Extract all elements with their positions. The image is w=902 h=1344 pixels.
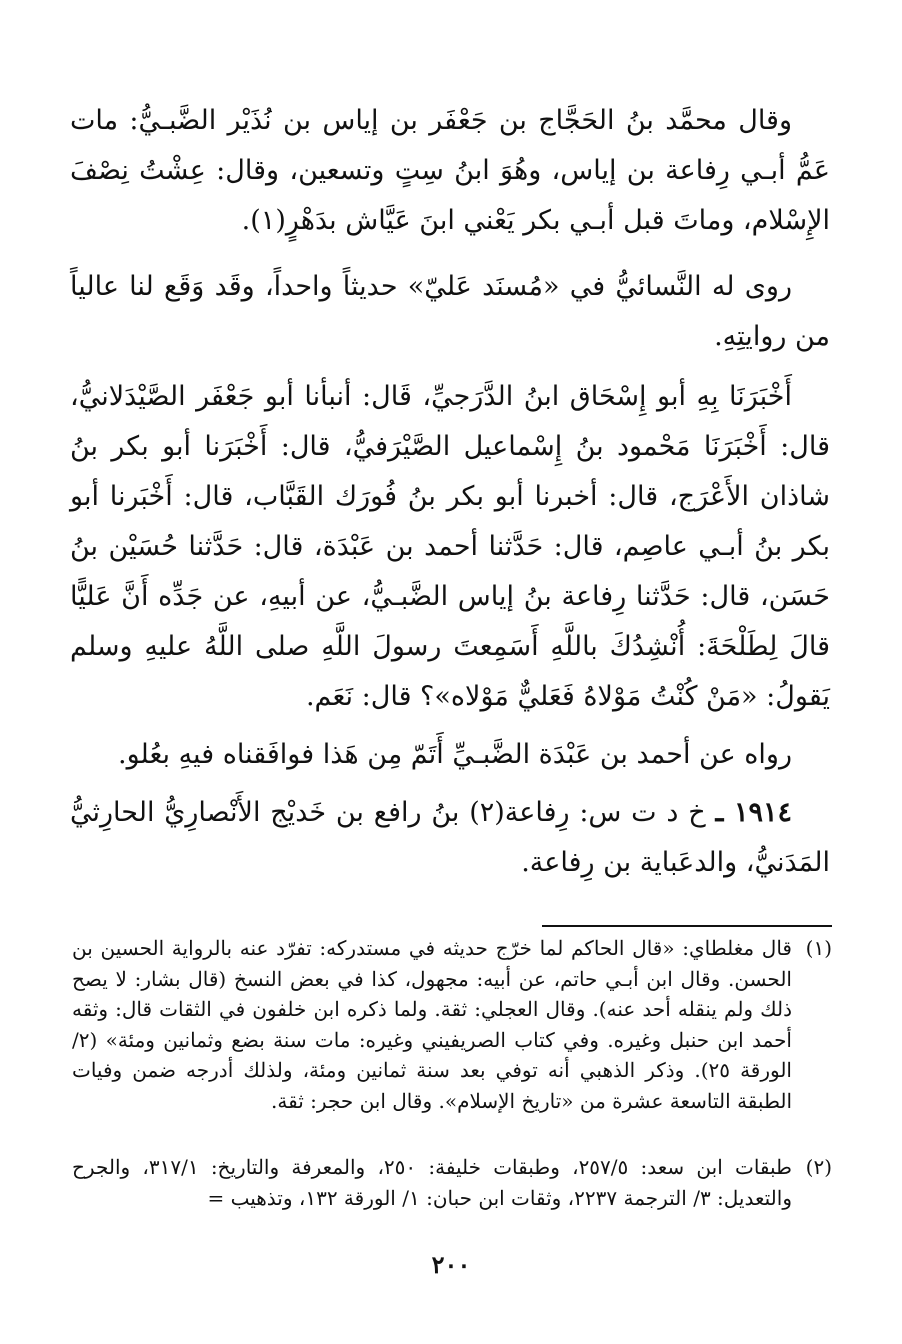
paragraph-1 [70, 96, 830, 246]
entry-number: ١٩١٤ ـ [715, 797, 792, 828]
entry-1914-body: خ د ت س: رِفاعة(٢) بنُ رافع بن خَديْج الأَنْصارِيُّ الحارِثيُّ المَدَنيُّ، والدعَباية بن رِفاعة. [70, 797, 830, 878]
entry-1914-text [70, 788, 830, 888]
paragraph-3-isnad [70, 372, 830, 722]
entry-1914 [70, 788, 830, 888]
paragraph-4-text: رواه عن أحمد بن عَبْدَة الضَّبـيِّ أَتَمّ مِن هَذا فوافَقناه فيهِ بعُلو. [117, 739, 792, 770]
paragraph-3-text: أَخْبَرَنَا بِهِ أبو إِسْحَاق ابنُ الدَّرَجيِّ، قَال: أنبأنا أبو جَعْفَر الصَّيْدَلانيُّ، قال: أَخْبَرَنَا مَحْمود بنُ إِسْماعيل الصَّيْرَفيُّ، قال: أَخْبَرَنا أبو بكر بنُ شاذان الأَعْرَج، قال: أخبرنا أبو بكر بنُ فُورَك القَبَّاب، قال: أَخْبَرنا أبو بكر بنُ أبـي عاصِم، قال: حَدَّثنا أحمد بن عَبْدَة، قال: حَدَّثنا حُسَيْن بنُ حَسَن، قال: حَدَّثنا رِفاعة بنُ إياس الضَّبـيُّ، عن أبيهِ، عن جَدِّه أَنَّ عَليًّا قالَ لِطَلْحَةَ: أُنْشِدُكَ باللَّهِ أَسَمِعتَ رسولَ اللَّهِ صلى اللَّهُ عليهِ وسلم يَقولُ: «مَنْ كُنْتُ مَوْلاهُ فَعَليٌّ مَوْلاه»؟ قال: نَعَم. [70, 381, 830, 712]
paragraph-2 [70, 262, 830, 362]
paragraph-4 [70, 730, 830, 780]
paragraph-2-text: روى له النَّسائيُّ في «مُسنَد عَليّ» حديثاً واحداً، وقَد وَقَع لنا عالياً من روايتِهِ. [70, 271, 830, 352]
paragraph-1-text: وقال محمَّد بنُ الحَجَّاج بن جَعْفَر بن إياس بن نُذَيْر الضَّبـيُّ: مات عَمُّ أبـي رِفاعة بن إياس، وهُوَ ابنُ سِتٍ وتسعين، وقال: عِشْتُ نِصْفَ الإِسْلام، وماتَ قبل أبـي بكر يَعْني ابنَ عَيَّاش بدَهْرٍ(١). [70, 105, 830, 236]
footnote-2-text: طبقات ابن سعد: ٢٥٧/٥، وطبقات خليفة: ٢٥٠، والمعرفة والتاريخ: ٣١٧/١، والجرح والتعديل: ٣/ الترجمة ٢٢٣٧، وثقات ابن حبان: ١/ الورقة ١٣٢، وتذهيب = [72, 1155, 792, 1210]
footnote-1-number: (١) [805, 936, 832, 960]
footnote-2-number: (٢) [805, 1155, 832, 1179]
footnote-1-text: قال مغلطاي: «قال الحاكم لما خرّج حديثه في مستدركه: تفرّد عنه بالرواية الحسين بن الحسن. وقال ابن أبـي حاتم، عن أبيه: مجهول، كذا في بعض النسخ (قال بشار: لا يصح ذلك ولم ينقله أحد عنه). وقال العجلي: ثقة. ولما ذكره ابن خلفون في الثقات قال: وثقه أحمد ابن حنبل وغيره. وفي كتاب الصريفيني وغيره: مات سنة بضع وثمانين ومئة» (٢/ الورقة ٢٥). وذكر الذهبي أنه توفي بعد سنة ثمانين ومئة، ولذلك أدرجه ضمن وفيات الطبقة التاسعة عشرة من «تاريخ الإسلام». وقال ابن حجر: ثقة. [72, 936, 792, 1113]
footnote-1 [72, 933, 832, 1116]
page-number: ٢٠٠ [431, 1250, 471, 1279]
footnote-divider [542, 925, 832, 927]
footnote-2 [72, 1152, 832, 1213]
